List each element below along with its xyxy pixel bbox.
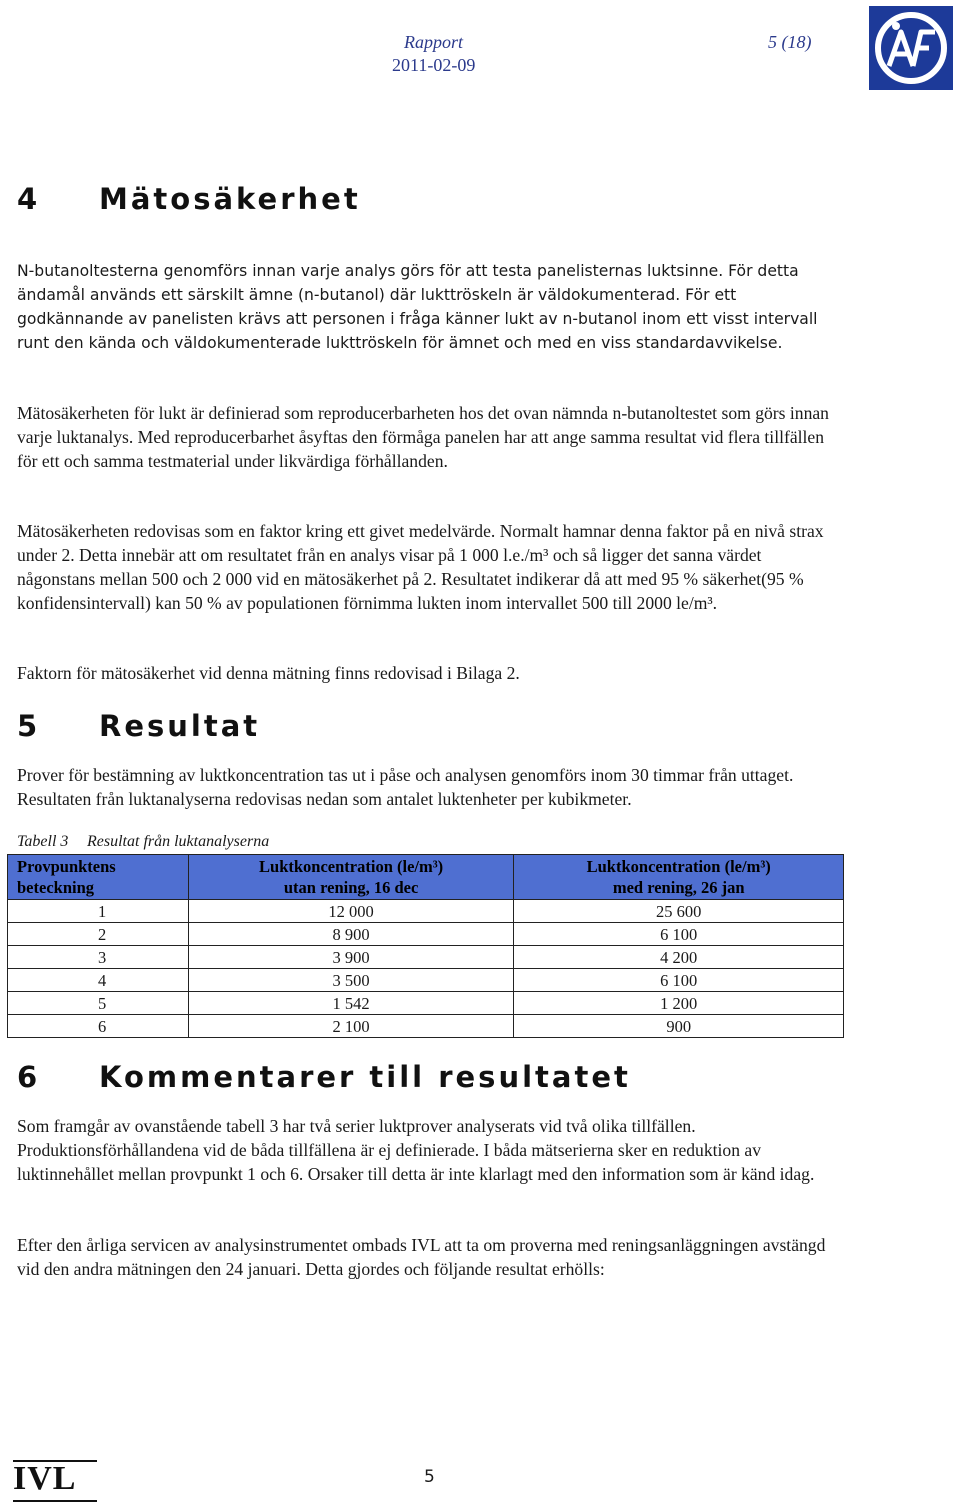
cell-without-purification: 3 900 bbox=[188, 946, 514, 969]
cell-without-purification: 12 000 bbox=[188, 900, 514, 923]
paragraph-appendix-reference: Faktorn för mätosäkerhet vid denna mätning finns redovisad i Bilaga 2. bbox=[17, 663, 520, 683]
header-without-purification: Luktkoncentration (le/m³) utan rening, 16 dec bbox=[188, 855, 514, 900]
paragraph-reproducibility: Mätosäkerheten för lukt är definierad som reproducerbarheten hos det ovan nämnda n-butanoltestet som görs innan varje luktanalys. Med reproducerbarhet åsyftas den förmåga panelen har att ange samma resultat vid flera tillfällen för ett och samma testmaterial under likvärdiga förhållanden. bbox=[17, 403, 829, 471]
cell-without-purification: 3 500 bbox=[188, 969, 514, 992]
cell-without-purification: 8 900 bbox=[188, 923, 514, 946]
header-with-purification: Luktkoncentration (le/m³) med rening, 26 jan bbox=[514, 855, 844, 900]
section-heading-5: 5 Resultat bbox=[17, 709, 261, 743]
table-row bbox=[8, 1015, 844, 1038]
table-row bbox=[8, 900, 844, 923]
cell-sample-point: 3 bbox=[8, 946, 189, 969]
paragraph-comments: Som framgår av ovanstående tabell 3 har två serier luktprover analyserats vid två olika tillfällen. Produktionsförhållandena vid de båda tillfällena är ej definierade. I båda mätserierna sker en reduktion av luktinnehållet mellan provpunkt 1 och 6. Orsaker till detta är inte klarlagt med den information som är känd idag. bbox=[17, 1116, 815, 1184]
table-header-row bbox=[8, 855, 844, 900]
page-indicator: 5 (18) bbox=[768, 32, 812, 52]
footer-page-number: 5 bbox=[424, 1467, 435, 1487]
section-heading-6: 6 Kommentarer till resultatet bbox=[17, 1060, 631, 1094]
paragraph-service: Efter den årliga servicen av analysinstrumentet ombads IVL att ta om proverna med reningsanläggningen avstängd vid den andra mätningen den 24 januari. Detta gjordes och följande resultat erhölls: bbox=[17, 1235, 826, 1279]
paragraph-uncertainty-factor: Mätosäkerheten redovisas som en faktor kring ett givet medelvärde. Normalt hamnar denna faktor på en nivå strax under 2. Detta innebär att om resultatet från en analys visar på 1 000 l.e./m³ och så ligger det sanna värdet någonstans mellan 500 och 2 000 vid en mätosäkerhet på 2. Resultatet indikerar då att med 95 % säkerhet(95 % konfidensintervall) kan 50 % av populationen förnimma lukten inom intervallet 500 till 2000 le/m³. bbox=[17, 521, 824, 613]
cell-without-purification: 2 100 bbox=[188, 1015, 514, 1038]
header-sample-point: Provpunktens beteckning bbox=[8, 855, 189, 900]
cell-sample-point: 1 bbox=[8, 900, 189, 923]
cell-sample-point: 6 bbox=[8, 1015, 189, 1038]
report-date: 2011-02-09 bbox=[392, 55, 476, 75]
table-row bbox=[8, 923, 844, 946]
cell-without-purification: 1 542 bbox=[188, 992, 514, 1015]
cell-with-purification: 25 600 bbox=[514, 900, 844, 923]
section-heading-4: 4 Mätosäkerhet bbox=[17, 182, 361, 216]
paragraph-n-butanol: N-butanoltesterna genomförs innan varje analys görs för att testa panelisternas luktsinne. För detta ändamål används ett särskilt ämne (n-butanol) där lukttröskeln är väldokumenterad. För ett godkännande av panelisten krävs att personen i fråga känner lukt av n-butanol inom ett visst intervall runt den kända och väldokumenterade lukttröskeln för ämnet och med en viss standardavvikelse. bbox=[17, 262, 818, 352]
cell-with-purification: 6 100 bbox=[514, 969, 844, 992]
cell-with-purification: 4 200 bbox=[514, 946, 844, 969]
report-label: Rapport bbox=[404, 32, 464, 52]
cell-sample-point: 4 bbox=[8, 969, 189, 992]
table-row bbox=[8, 946, 844, 969]
cell-sample-point: 5 bbox=[8, 992, 189, 1015]
table-caption: Tabell 3 Resultat från luktanalyserna bbox=[17, 833, 270, 850]
footer-logo-rule-bottom bbox=[13, 1500, 97, 1502]
table-row bbox=[8, 992, 844, 1015]
cell-with-purification: 900 bbox=[514, 1015, 844, 1038]
paragraph-sampling: Prover för bestämning av luktkoncentration tas ut i påse och analysen genomförs inom 30 timmar från uttaget. Resultaten från luktanalyserna redovisas nedan som antalet luktenheter per kubikmeter. bbox=[17, 765, 794, 809]
ivl-logo: IVL bbox=[13, 1460, 77, 1497]
af-logo-icon bbox=[869, 6, 953, 90]
table-row bbox=[8, 969, 844, 992]
cell-with-purification: 6 100 bbox=[514, 923, 844, 946]
cell-with-purification: 1 200 bbox=[514, 992, 844, 1015]
results-table bbox=[7, 854, 844, 1038]
cell-sample-point: 2 bbox=[8, 923, 189, 946]
